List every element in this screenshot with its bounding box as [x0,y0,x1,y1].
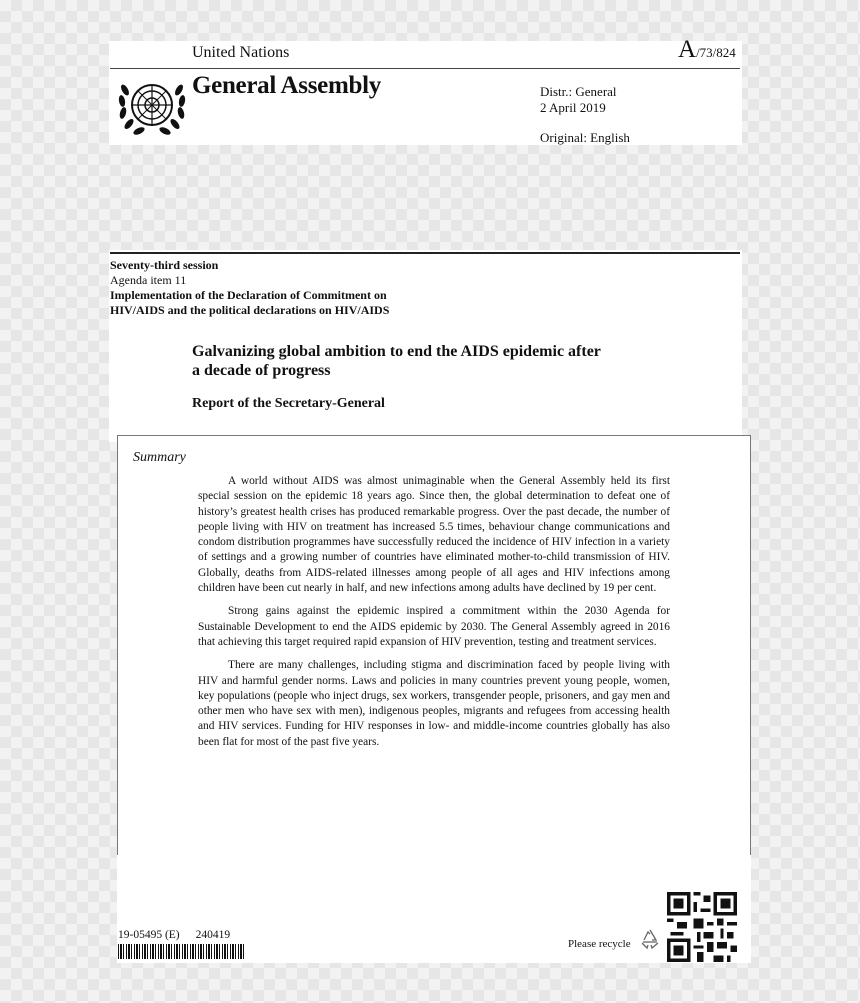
document-title [192,342,672,380]
header-divider [110,68,740,69]
document-symbol-main: A [678,36,697,63]
distribution-type: Distr.: General [540,84,617,99]
job-number-code: 19-05495 (E) [118,929,180,941]
agenda-title-line-1: Implementation of the Declaration of Commitment on [110,288,387,302]
un-emblem-icon [116,76,188,138]
agenda-title-line-2: HIV/AIDS and the political declarations on HIV/AIDS [110,303,390,317]
report-subtitle: Report of the Secretary-General [192,396,385,411]
summary-paragraph: Strong gains against the epidemic inspired a commitment within the 2030 Agenda for Sustainable Development to end the AIDS epidemic by 2030. The General Assembly agreed in 2016 that achieving this target required rapid expansion of HIV prevention, testing and treatment services. [198,605,670,648]
distribution-info [540,84,630,146]
job-number [118,929,230,941]
session-divider [110,252,740,254]
summary-paragraph: There are many challenges, including stigma and discrimination faced by people living with HIV and harmful gender norms. Laws and policies in many countries prevent young people, women, key populations (people who inject drugs, sex workers, transgender people, prisoners, and gay men and other men who have sex with men), indigenous peoples, migrants and refugees from accessing health and HIV services. Funding for HIV responses in low- and middle-income countries globally has also been flat for most of the past five years. [198,659,670,748]
body-title: General Assembly [192,72,381,99]
barcode-icon [118,944,246,959]
summary-paragraph: A world without AIDS was almost unimaginable when the General Assembly held its first special session on the epidemic 18 years ago. Since then, the global determination to defeat one of history’s greatest health crises has produced remarkable progress. Over the past decade, the number of people living with HIV on treatment has increased 5.5 times, behaviour change communications and condom distribution programmes have successfully reduced the incidence of HIV infection in a variety of settings and a growing number of countries have eliminated mother-to-child transmission of HIV. Globally, deaths from AIDS-related illnesses among people of all ages and HIV infections among children have been cut nearly in half, and new infections among adults have declined by 19 per cent. [198,475,670,595]
recycle-note: Please recycle [568,938,631,950]
summary-text [198,474,670,758]
summary-heading: Summary [133,450,186,465]
organization-name: United Nations [192,44,290,61]
qr-code-icon [666,892,738,962]
recycle-icon [638,928,662,950]
original-language: Original: English [540,130,630,145]
document-title-line-2: a decade of progress [192,362,331,379]
session-name: Seventy-third session [110,258,219,272]
document-symbol-number: /73/824 [696,45,736,60]
job-number-date: 240419 [195,929,231,941]
document-date: 2 April 2019 [540,100,606,115]
session-block [110,258,389,318]
agenda-item: Agenda item 11 [110,273,187,287]
document-symbol [678,36,736,64]
document-title-line-1: Galvanizing global ambition to end the AIDS epidemic after [192,343,601,360]
